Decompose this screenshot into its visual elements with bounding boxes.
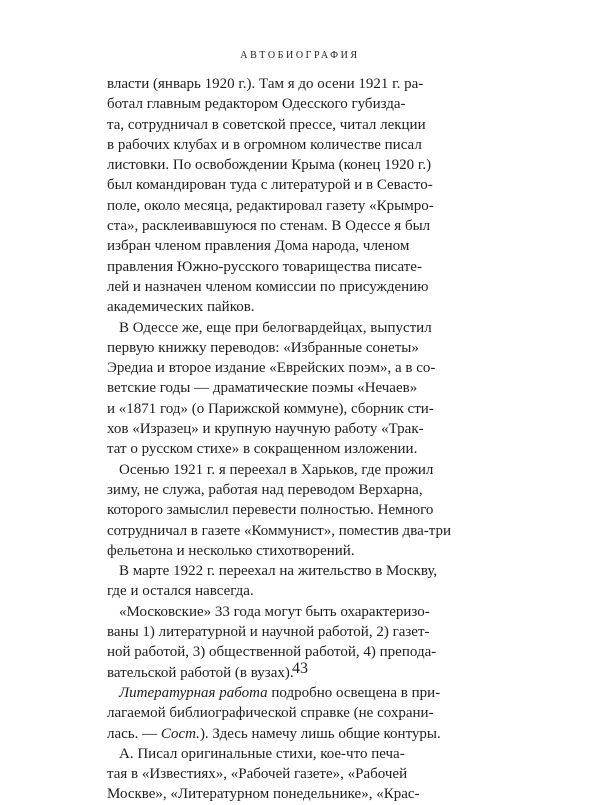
text-line: власти (январь 1920 г.). Там я до осени 1921 г. ра- <box>107 76 424 92</box>
text-line: В Одессе же, еще при белогвардейцах, выпустил <box>119 319 432 336</box>
text-line: Эредиа и второе издание «Еврейских поэм», а в со- <box>107 360 436 377</box>
italic-term: Литературная работа <box>119 684 268 701</box>
text-line: хов «Изразец» и крупную научную работу «Трак- <box>107 421 424 438</box>
text-line: Москве», «Литературном понедельнике», «Крас- <box>107 786 420 803</box>
text-line: ветские годы — драматические поэмы «Нечаев» <box>107 380 418 397</box>
page-number: 43 <box>292 660 308 677</box>
text-line: ваны 1) литературной и научной работой, 2) газет- <box>107 624 430 641</box>
text-line: в рабочих клубах и в огромном количестве писал <box>107 136 422 153</box>
text-line: ной работой, 3) общественной работой, 4) препода- <box>107 644 437 661</box>
text-line: и «1871 год» (о Парижской коммуне), сборник сти- <box>107 400 434 417</box>
text-line: был командирован туда с литературой и в Севасто- <box>107 177 433 194</box>
text-line <box>107 683 527 703</box>
text-line: избран членом правления Дома народа, членом <box>107 238 410 255</box>
text-span: подробно освещена в при- <box>267 684 441 701</box>
text-line: та, сотрудничал в советской прессе, читал лекции <box>107 116 426 133</box>
text-line: листовки. По освобождении Крыма (конец 1920 г.) <box>107 157 432 174</box>
text-line: «Московские» 33 года могут быть охарактеризо- <box>119 603 430 620</box>
text-span: лась. — <box>107 725 161 742</box>
running-header: АВТОБИОГРАФИЯ <box>240 50 360 61</box>
text-line: первую книжку переводов: «Избранные сонеты» <box>107 339 419 356</box>
italic-abbreviation: Сост. <box>160 725 200 742</box>
text-line: где и остался навсегда. <box>107 583 254 600</box>
text-line: тат о русском стихе» в сокращенном изложении. <box>107 441 418 458</box>
text-line: В марте 1922 г. переехал на жительство в Москву, <box>119 563 438 580</box>
text-line: А. Писал оригинальные стихи, кое-что печа- <box>119 745 405 762</box>
text-line: академических пайков. <box>107 299 255 316</box>
text-line <box>107 724 527 744</box>
text-line: лей и назначен членом комиссии по присуждению <box>107 278 429 295</box>
text-line: фельетона и несколько стихотворений. <box>107 542 355 559</box>
text-line: которого замыслил перевести полностью. Немного <box>107 502 434 519</box>
text-line: тая в «Известиях», «Рабочей газете», «Рабочей <box>107 766 408 783</box>
text-line: зиму, не служа, работая над переводом Верхарна, <box>107 481 423 498</box>
text-line: лагаемой библиографической справке (не сохрани- <box>107 705 434 722</box>
text-line: вательской работой (в вузах). <box>107 664 294 681</box>
text-line: ста», расклеивавшуюся по стенам. В Одессе я был <box>107 218 431 235</box>
text-line: правления Южно-русского товарищества писате- <box>107 258 422 275</box>
text-span: ). Здесь намечу лишь общие контуры. <box>199 725 441 742</box>
text-line: Осенью 1921 г. я переехал в Харьков, где прожил <box>119 461 434 478</box>
body-text <box>107 74 527 805</box>
text-line: ботал главным редактором Одесского губизда- <box>107 96 406 113</box>
text-line: поле, около месяца, редактировал газету «Крымро- <box>107 197 434 214</box>
text-line: сотрудничал в газете «Коммунист», поместив два-три <box>107 522 451 539</box>
